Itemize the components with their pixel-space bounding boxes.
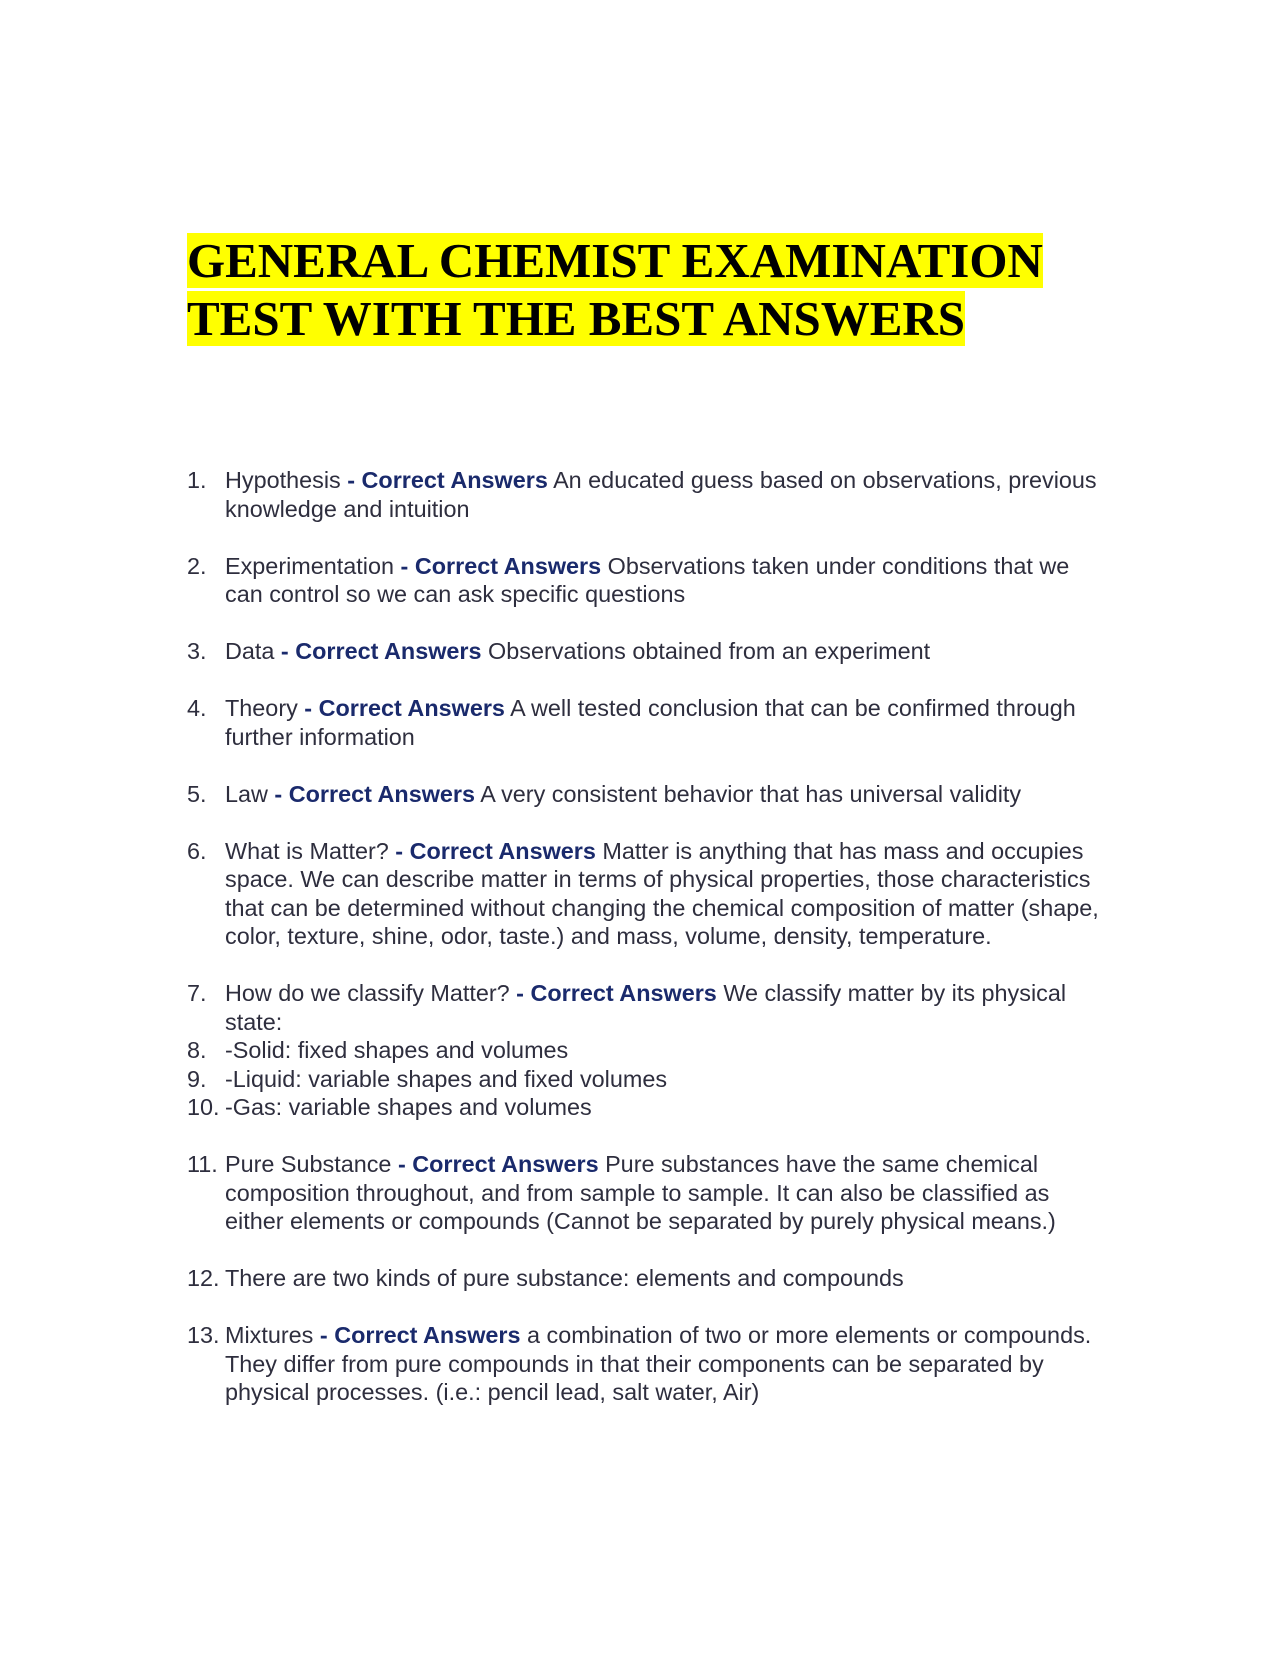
- item-term: Theory: [225, 695, 298, 721]
- item-answer: A very consistent behavior that has universal validity: [480, 780, 1022, 807]
- item-term: Hypothesis: [225, 467, 341, 493]
- list-item: 8. -Solid: fixed shapes and volumes: [187, 1037, 569, 1063]
- list-item: 9. -Liquid: variable shapes and fixed volumes: [187, 1065, 668, 1092]
- document-title: [187, 232, 1107, 348]
- title-line-1: GENERAL CHEMIST EXAMINATION: [187, 233, 1043, 288]
- list-item: 2. Experimentation - Correct Answers Observations taken under conditions that we can control so we can ask specific questions: [187, 552, 1070, 607]
- list-item: 10. -Gas: variable shapes and volumes: [187, 1094, 592, 1120]
- correct-answers-label: Correct Answers: [361, 467, 548, 493]
- list-item: 5. Law - Correct Answers A very consistent behavior that has universal validity: [187, 780, 1022, 807]
- correct-answers-label: Correct Answers: [334, 1322, 521, 1348]
- correct-answers-label: Correct Answers: [412, 1151, 599, 1177]
- item-answer: Observations taken under conditions that we can control so we can ask specific questions: [225, 552, 1070, 607]
- item-term: Mixtures: [225, 1322, 314, 1348]
- document-page: [187, 232, 1107, 1405]
- list-item: 12. There are two kinds of pure substance: elements and compounds: [187, 1265, 904, 1291]
- item-term: Law: [225, 780, 268, 807]
- list-item: 13. Mixtures - Correct Answers a combination of two or more elements or compounds. They differ from pure compounds in that their components can be separated by physical processes. (i.e.: pencil lead, salt water, Air): [187, 1322, 1092, 1405]
- item-text: -Liquid: variable shapes and fixed volumes: [225, 1065, 668, 1092]
- correct-answers-label: Correct Answers: [530, 980, 717, 1006]
- title-line-2: TEST WITH THE BEST ANSWERS: [187, 291, 966, 346]
- item-term: Data: [225, 638, 275, 664]
- correct-answers-label: Correct Answers: [295, 638, 482, 664]
- list-item: 4. Theory - Correct Answers A well tested conclusion that can be confirmed through further information: [187, 695, 1076, 750]
- item-text: -Gas: variable shapes and volumes: [225, 1094, 592, 1120]
- correct-answers-label: Correct Answers: [414, 552, 602, 579]
- item-text: -Solid: fixed shapes and volumes: [225, 1037, 569, 1063]
- item-answer: a combination of two or more elements or compounds. They differ from pure compounds in that their components can be separated by physical processes. (i.e.: pencil lead, salt water, Air): [225, 1322, 1092, 1405]
- list-item: 3. Data - Correct Answers Observations obtained from an experiment: [187, 638, 931, 664]
- item-answer: Pure substances have the same chemical composition throughout, and from sample to sample. It can also be classified as either elements or compounds (Cannot be separated by purely physical means.): [225, 1151, 1056, 1234]
- list-item: 7. How do we classify Matter? - Correct Answers We classify matter by its physical state:: [187, 980, 1067, 1035]
- correct-answers-label: Correct Answers: [318, 695, 505, 721]
- list-item: 1. Hypothesis - Correct Answers An educated guess based on observations, previous knowledge and intuition: [187, 467, 1097, 522]
- item-answer: Observations obtained from an experiment: [488, 638, 931, 664]
- item-answer: An educated guess based on observations, previous knowledge and intuition: [225, 467, 1097, 522]
- list-item: 6. What is Matter? - Correct Answers Matter is anything that has mass and occupies space. We can describe matter in terms of physical properties, those characteristics that can be determined without changing the chemical composition of matter (shape, color, texture, shine, odor, taste.) and mass, volume, density, temperature.: [187, 837, 1099, 949]
- item-answer: A well tested conclusion that can be confirmed through further information: [225, 695, 1076, 750]
- correct-answers-label: Correct Answers: [409, 837, 596, 864]
- list-item: 11. Pure Substance - Correct Answers Pure substances have the same chemical composition throughout, and from sample to sample. It can also be classified as either elements or compounds (Cannot be separated by purely physical means.): [187, 1151, 1056, 1234]
- qa-list: [187, 466, 1107, 1407]
- item-term: How do we classify Matter?: [225, 980, 510, 1006]
- item-term: What is Matter?: [225, 837, 389, 864]
- item-term: Experimentation: [225, 552, 395, 579]
- item-answer: Matter is anything that has mass and occupies space. We can describe matter in terms of physical properties, those characteristics that can be determined without changing the chemical composition of matter (shape, color, texture, shine, odor, taste.) and mass, volume, density, temperature.: [225, 837, 1099, 949]
- item-answer: We classify matter by its physical state:: [225, 980, 1067, 1035]
- correct-answers-label: Correct Answers: [288, 780, 476, 807]
- item-term: Pure Substance: [225, 1151, 392, 1177]
- item-text: There are two kinds of pure substance: elements and compounds: [225, 1265, 904, 1291]
